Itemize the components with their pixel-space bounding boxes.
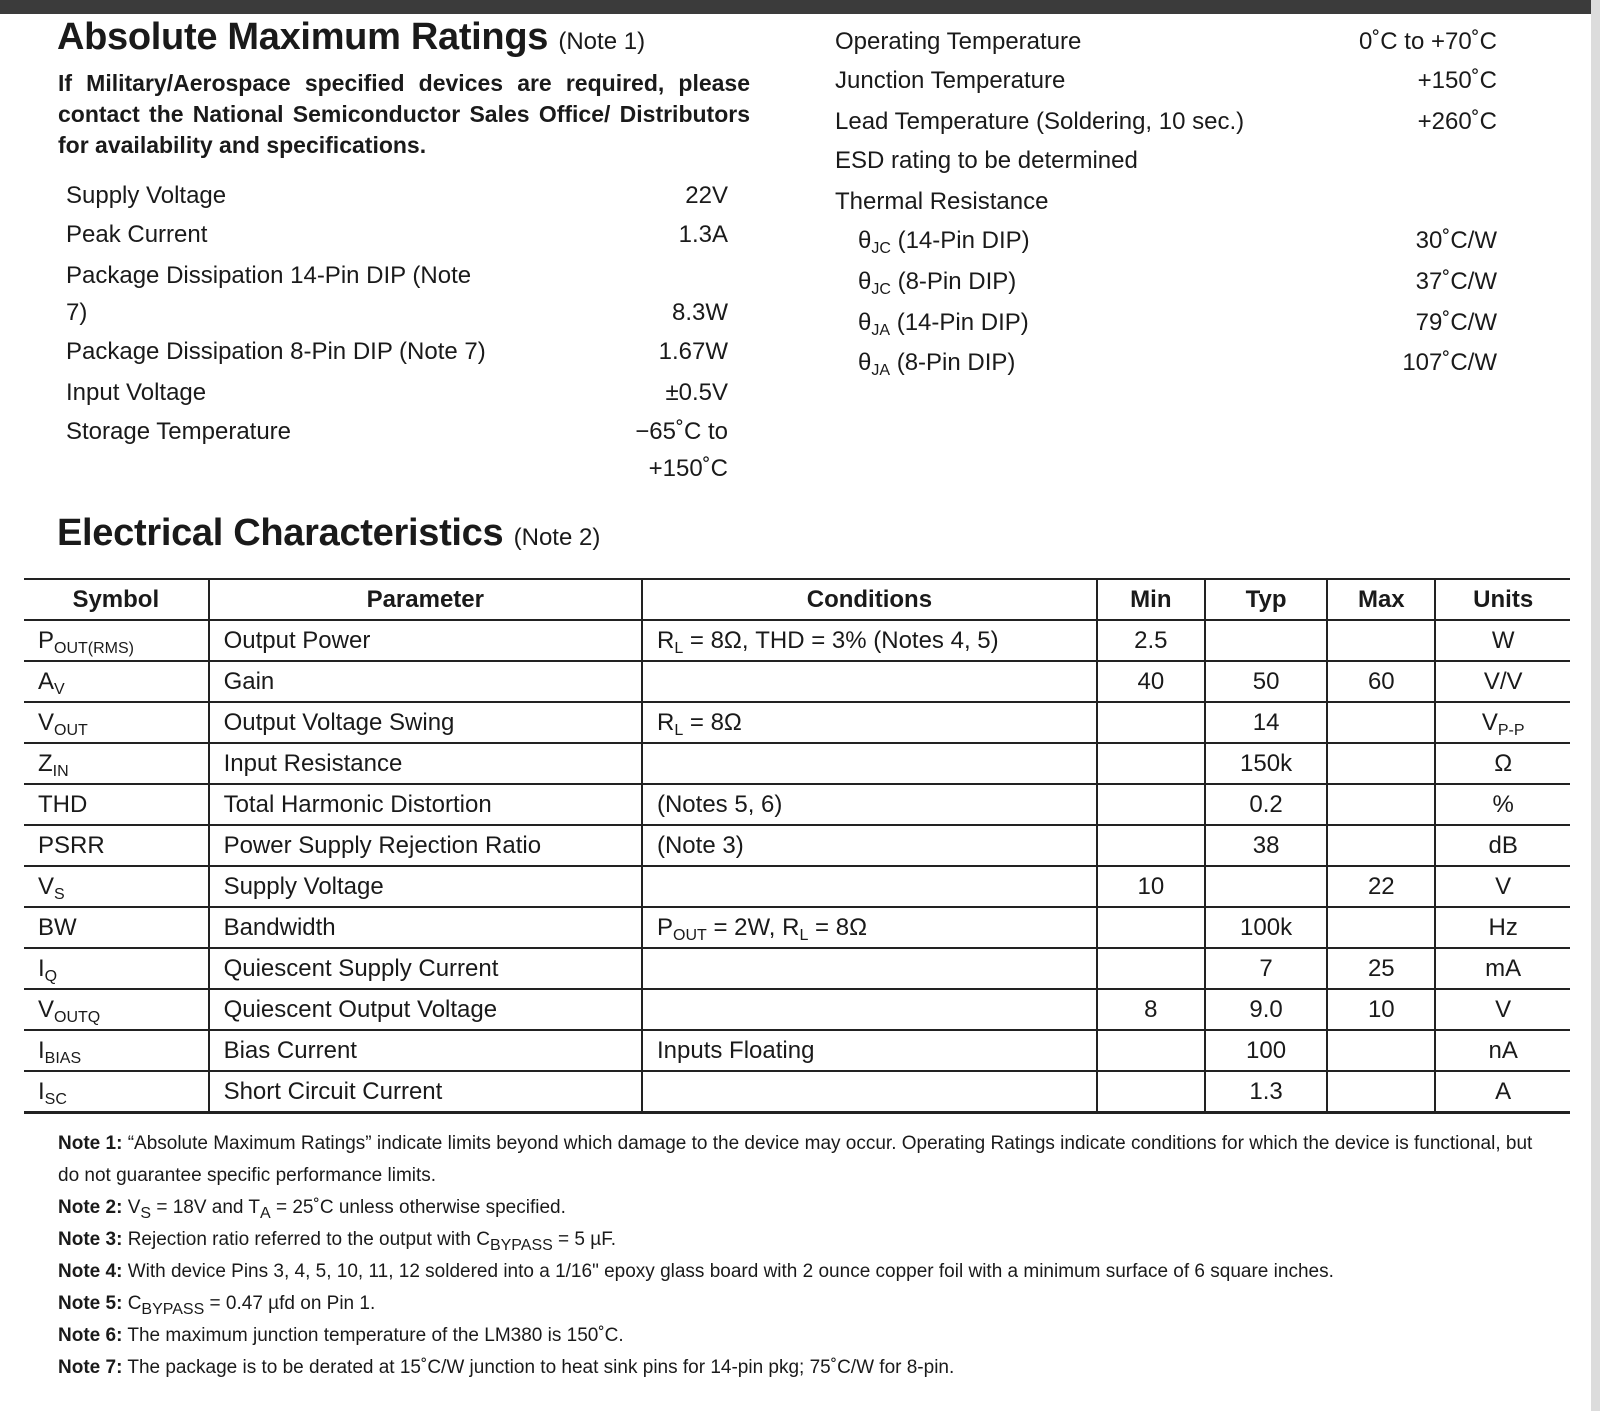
table-row	[24, 661, 1570, 702]
note-subscript: BYPASS	[141, 1301, 205, 1318]
ec-title: Electrical Characteristics	[57, 512, 504, 554]
col-header-symbol: Symbol	[24, 579, 209, 620]
cell-units	[1435, 989, 1570, 1030]
note-label: Note 5:	[58, 1293, 123, 1314]
cell-parameter: Quiescent Supply Current	[209, 948, 642, 989]
amr-intro: If Military/Aerospace specified devices are required, please contact the National Semiconductor Sales Office/ Distributors for availability and specifications.	[58, 70, 750, 158]
cell-conditions	[642, 702, 1097, 743]
note-text: The maximum junction temperature of the LM380 is 150˚C.	[127, 1325, 624, 1346]
amr-item-value: ±0.5V	[665, 379, 728, 406]
note-label: Note 2:	[58, 1197, 123, 1218]
table-row	[24, 743, 1570, 784]
amr-item-value: +260˚C	[1417, 108, 1497, 135]
cell-typ: 100k	[1205, 907, 1327, 948]
cell-symbol	[24, 1030, 209, 1071]
cell-parameter: Short Circuit Current	[209, 1071, 642, 1113]
cell-units	[1435, 620, 1570, 661]
cell-units	[1435, 825, 1570, 866]
cond-text: (Note 3)	[656, 831, 744, 859]
amr-item-value: 0˚C to +70˚C	[1358, 28, 1497, 55]
units-text: nA	[1488, 1036, 1518, 1064]
symbol-text: A	[38, 667, 55, 695]
thermal-value: 79˚C/W	[1415, 309, 1497, 336]
amr-item	[66, 417, 728, 447]
cond-text: P	[656, 913, 673, 941]
cell-symbol	[24, 907, 209, 948]
cond-text: = 8Ω, THD = 3% (Notes 4, 5)	[683, 626, 999, 654]
cell-parameter: Power Supply Rejection Ratio	[209, 825, 642, 866]
cell-units	[1435, 907, 1570, 948]
note-label: Note 3:	[58, 1229, 123, 1250]
thermal-subscript: JA	[871, 322, 891, 339]
notes-section	[58, 1128, 1538, 1384]
amr-heading	[57, 16, 645, 59]
amr-item	[66, 378, 728, 408]
thermal-item	[858, 267, 1497, 297]
symbol-text: V	[38, 995, 55, 1023]
cell-min	[1097, 1030, 1205, 1071]
table-row	[24, 620, 1570, 661]
note-text: = 25˚C unless otherwise specified.	[270, 1197, 566, 1218]
thermal-label: (14-Pin DIP)	[896, 309, 1029, 336]
cond-text: = 8Ω	[683, 708, 742, 736]
cell-min	[1097, 784, 1205, 825]
cell-symbol	[24, 702, 209, 743]
cell-symbol	[24, 1071, 209, 1113]
table-row	[24, 1030, 1570, 1071]
cell-min: 40	[1097, 661, 1205, 702]
table-row	[24, 989, 1570, 1030]
col-header-units: Units	[1435, 579, 1570, 620]
col-header-typ: Typ	[1205, 579, 1327, 620]
symbol-subscript: S	[54, 885, 65, 903]
amr-item	[835, 146, 1497, 176]
note-label: Note 4:	[58, 1261, 123, 1282]
symbol-subscript: IN	[52, 762, 69, 780]
cell-units	[1435, 702, 1570, 743]
right-frame-border	[1591, 0, 1600, 1411]
thermal-label: (14-Pin DIP)	[897, 227, 1030, 254]
symbol-text: V	[38, 708, 55, 736]
cell-parameter: Bias Current	[209, 1030, 642, 1071]
cell-max	[1327, 620, 1435, 661]
thermal-subscript: JC	[871, 281, 891, 298]
note-text: = 0.47 µfd on Pin 1.	[204, 1293, 376, 1314]
cell-typ: 150k	[1205, 743, 1327, 784]
cell-parameter: Quiescent Output Voltage	[209, 989, 642, 1030]
table-row	[24, 1071, 1570, 1113]
ec-heading	[57, 512, 600, 555]
note-label: Note 7:	[58, 1357, 123, 1378]
cell-conditions	[642, 620, 1097, 661]
cell-symbol	[24, 989, 209, 1030]
cell-min	[1097, 825, 1205, 866]
note-text: = 5 µF.	[552, 1229, 617, 1250]
cond-subscript: OUT	[673, 926, 707, 944]
col-header-parameter: Parameter	[209, 579, 642, 620]
symbol-subscript: BIAS	[44, 1049, 82, 1067]
cell-conditions	[642, 743, 1097, 784]
cell-max: 60	[1327, 661, 1435, 702]
cell-typ: 1.3	[1205, 1071, 1327, 1113]
cell-units	[1435, 661, 1570, 702]
thermal-value: 30˚C/W	[1415, 227, 1497, 254]
amr-item-label: Thermal Resistance	[835, 188, 1049, 215]
amr-item-label: Storage Temperature	[66, 418, 292, 445]
amr-item	[835, 27, 1497, 57]
thermal-value: 107˚C/W	[1402, 349, 1497, 376]
cell-min	[1097, 1071, 1205, 1113]
note-text: “Absolute Maximum Ratings” indicate limits beyond which damage to the device may occur. Operating Ratings indicate conditions for which the device is functional, but do not guarantee specific performance limits.	[58, 1133, 1533, 1186]
units-text: Ω	[1494, 749, 1513, 777]
thermal-symbol: θ	[858, 268, 872, 295]
cell-typ: 7	[1205, 948, 1327, 989]
cell-typ: 14	[1205, 702, 1327, 743]
cell-conditions	[642, 661, 1097, 702]
cell-conditions	[642, 784, 1097, 825]
cond-text: = 2W, R	[706, 913, 800, 941]
cell-max: 22	[1327, 866, 1435, 907]
thermal-item	[858, 348, 1497, 378]
amr-title: Absolute Maximum Ratings	[57, 16, 549, 58]
cell-conditions	[642, 907, 1097, 948]
cell-typ: 100	[1205, 1030, 1327, 1071]
cell-max	[1327, 702, 1435, 743]
ec-note: (Note 2)	[513, 524, 601, 551]
symbol-text: Z	[38, 749, 53, 777]
table-row	[24, 825, 1570, 866]
thermal-subscript: JC	[871, 240, 891, 257]
thermal-symbol: θ	[858, 309, 872, 336]
units-text: %	[1492, 790, 1514, 818]
units-subscript: P-P	[1497, 721, 1525, 739]
thermal-item	[858, 226, 1497, 256]
symbol-text: PSRR	[38, 831, 105, 859]
cell-parameter: Supply Voltage	[209, 866, 642, 907]
cell-typ: 38	[1205, 825, 1327, 866]
cell-conditions	[642, 948, 1097, 989]
col-header-min: Min	[1097, 579, 1205, 620]
thermal-symbol: θ	[858, 349, 872, 376]
cell-typ: 0.2	[1205, 784, 1327, 825]
amr-item	[66, 298, 728, 328]
cond-subscript: L	[799, 926, 809, 944]
cell-symbol	[24, 948, 209, 989]
amr-item	[835, 107, 1497, 137]
top-frame-bar	[0, 0, 1600, 14]
amr-item-label: Junction Temperature	[835, 67, 1066, 94]
cell-min	[1097, 702, 1205, 743]
cond-text: R	[656, 708, 675, 736]
cond-subscript: L	[674, 721, 684, 739]
symbol-text: P	[38, 626, 55, 654]
cell-max	[1327, 825, 1435, 866]
note-2	[58, 1192, 1538, 1224]
thermal-subscript: JA	[871, 362, 891, 379]
table-row	[24, 784, 1570, 825]
symbol-text: THD	[38, 790, 88, 818]
ec-table	[24, 578, 1570, 1114]
cell-symbol	[24, 661, 209, 702]
symbol-text: BW	[38, 913, 77, 941]
cell-min	[1097, 948, 1205, 989]
cell-parameter: Input Resistance	[209, 743, 642, 784]
symbol-subscript: Q	[44, 967, 58, 985]
amr-item-value: 8.3W	[671, 299, 728, 326]
cell-max	[1327, 1030, 1435, 1071]
cell-max: 10	[1327, 989, 1435, 1030]
amr-item-value: +150˚C	[648, 455, 728, 482]
amr-item-label: Package Dissipation 8-Pin DIP (Note 7)	[66, 338, 486, 365]
amr-item	[66, 337, 728, 367]
cell-conditions	[642, 1071, 1097, 1113]
note-label: Note 6:	[58, 1325, 123, 1346]
cell-parameter: Output Power	[209, 620, 642, 661]
note-4	[58, 1256, 1538, 1288]
amr-item-value: −65˚C to	[635, 418, 728, 445]
note-6	[58, 1320, 1538, 1352]
symbol-text: I	[38, 1077, 45, 1105]
units-text: V	[1495, 995, 1512, 1023]
cell-parameter: Gain	[209, 661, 642, 702]
note-subscript: S	[140, 1205, 152, 1222]
symbol-subscript: V	[54, 680, 65, 698]
note-subscript: A	[260, 1205, 271, 1222]
cell-typ: 50	[1205, 661, 1327, 702]
cond-subscript: L	[674, 639, 684, 657]
units-text: A	[1495, 1077, 1512, 1105]
note-text: V	[127, 1197, 141, 1218]
symbol-subscript: OUT	[54, 721, 88, 739]
cond-text: = 8Ω	[808, 913, 868, 941]
cell-symbol	[24, 825, 209, 866]
symbol-subscript: OUTQ	[54, 1008, 101, 1026]
cell-min: 10	[1097, 866, 1205, 907]
cell-min: 2.5	[1097, 620, 1205, 661]
note-7	[58, 1352, 1538, 1384]
cell-symbol	[24, 866, 209, 907]
units-text: V	[1481, 708, 1498, 736]
units-text: V/V	[1483, 667, 1523, 695]
symbol-text: V	[38, 872, 55, 900]
cell-max	[1327, 784, 1435, 825]
cell-typ	[1205, 620, 1327, 661]
cell-min: 8	[1097, 989, 1205, 1030]
cell-typ: 9.0	[1205, 989, 1327, 1030]
note-text: The package is to be derated at 15˚C/W junction to heat sink pins for 14-pin pkg; 75˚C/W for 8-pin.	[127, 1357, 955, 1378]
amr-item	[66, 181, 728, 211]
units-text: Hz	[1488, 913, 1518, 941]
cell-typ	[1205, 866, 1327, 907]
cell-parameter: Bandwidth	[209, 907, 642, 948]
note-label: Note 1:	[58, 1133, 123, 1154]
thermal-item	[858, 308, 1497, 338]
table-row	[24, 907, 1570, 948]
amr-item	[835, 187, 1497, 217]
thermal-value: 37˚C/W	[1415, 268, 1497, 295]
note-subscript: BYPASS	[489, 1237, 553, 1254]
cell-max: 25	[1327, 948, 1435, 989]
units-text: W	[1491, 626, 1515, 654]
cell-units	[1435, 948, 1570, 989]
cell-units	[1435, 743, 1570, 784]
cell-min	[1097, 907, 1205, 948]
cell-symbol	[24, 784, 209, 825]
cond-text: R	[656, 626, 675, 654]
cond-text: Inputs Floating	[656, 1036, 815, 1064]
cond-text: (Notes 5, 6)	[656, 790, 783, 818]
cell-conditions	[642, 1030, 1097, 1071]
note-text: = 18V and T	[151, 1197, 261, 1218]
cell-max	[1327, 907, 1435, 948]
amr-item	[835, 66, 1497, 96]
cell-max	[1327, 1071, 1435, 1113]
cell-units	[1435, 1030, 1570, 1071]
cell-symbol	[24, 743, 209, 784]
amr-item-label: Operating Temperature	[835, 28, 1082, 55]
thermal-label: (8-Pin DIP)	[896, 349, 1016, 376]
note-1	[58, 1128, 1538, 1192]
note-3	[58, 1224, 1538, 1256]
symbol-text: I	[38, 954, 45, 982]
ec-header-row	[24, 579, 1570, 620]
cell-units	[1435, 1071, 1570, 1113]
cell-symbol	[24, 620, 209, 661]
amr-item-value: 1.67W	[658, 338, 728, 365]
amr-item-label: 7)	[66, 299, 88, 326]
cell-conditions	[642, 989, 1097, 1030]
amr-item	[66, 261, 728, 291]
cell-conditions	[642, 866, 1097, 907]
amr-item-label: Lead Temperature (Soldering, 10 sec.)	[835, 108, 1245, 135]
symbol-text: I	[38, 1036, 45, 1064]
cell-parameter: Total Harmonic Distortion	[209, 784, 642, 825]
table-row	[24, 948, 1570, 989]
cell-units	[1435, 784, 1570, 825]
col-header-conditions: Conditions	[642, 579, 1097, 620]
cell-min	[1097, 743, 1205, 784]
symbol-subscript: OUT(RMS)	[54, 639, 134, 657]
amr-note: (Note 1)	[558, 28, 646, 55]
amr-item-value: +150˚C	[1417, 67, 1497, 94]
amr-item-label: Package Dissipation 14-Pin DIP (Note	[66, 262, 472, 289]
symbol-subscript: SC	[44, 1090, 67, 1108]
amr-item-label: Supply Voltage	[66, 182, 227, 209]
table-row	[24, 702, 1570, 743]
cell-conditions	[642, 825, 1097, 866]
note-text: C	[127, 1293, 142, 1314]
amr-item-label: ESD rating to be determined	[835, 147, 1138, 174]
cell-parameter: Output Voltage Swing	[209, 702, 642, 743]
cell-units	[1435, 866, 1570, 907]
note-5	[58, 1288, 1538, 1320]
col-header-max: Max	[1327, 579, 1435, 620]
table-row	[24, 866, 1570, 907]
amr-item-label: Input Voltage	[66, 379, 207, 406]
cell-max	[1327, 743, 1435, 784]
thermal-symbol: θ	[858, 227, 872, 254]
units-text: dB	[1488, 831, 1518, 859]
thermal-label: (8-Pin DIP)	[897, 268, 1017, 295]
amr-item-value: 1.3A	[678, 221, 728, 248]
units-text: V	[1495, 872, 1512, 900]
amr-item	[66, 220, 728, 250]
amr-item-value: 22V	[685, 182, 728, 209]
note-text: Rejection ratio referred to the output with C	[127, 1229, 490, 1250]
units-text: mA	[1485, 954, 1522, 982]
amr-item-label: Peak Current	[66, 221, 208, 248]
note-text: With device Pins 3, 4, 5, 10, 11, 12 soldered into a 1/16" epoxy glass board with 2 ounce copper foil with a minimum surface of 6 square inches.	[127, 1261, 1334, 1282]
